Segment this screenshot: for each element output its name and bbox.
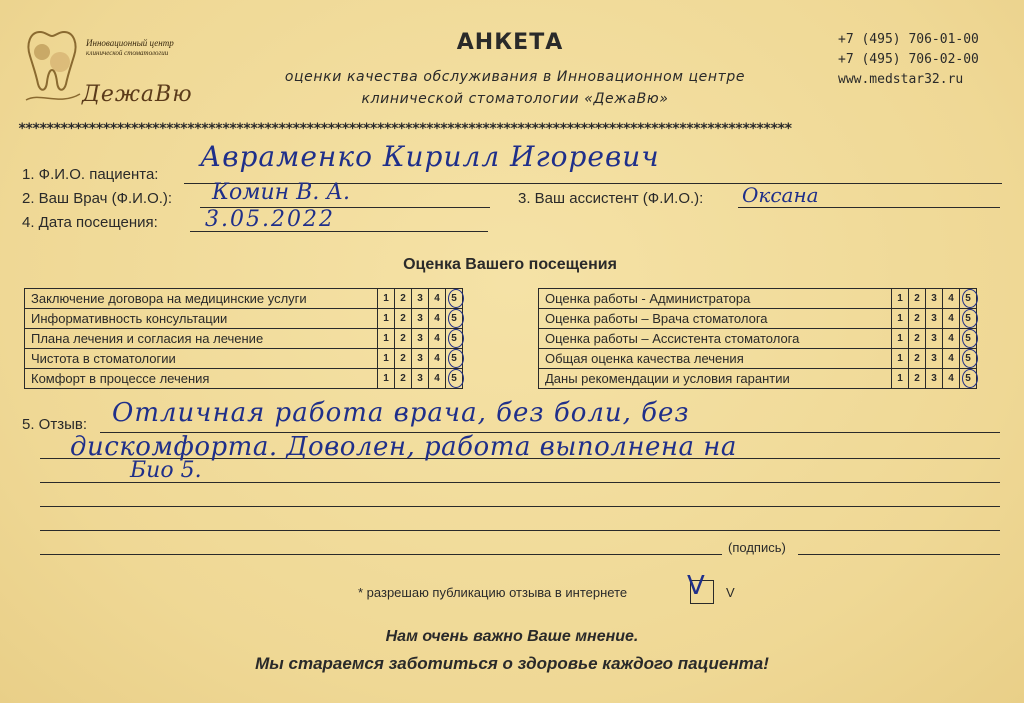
phone-2: +7 (495) 706-02-00 (838, 52, 979, 67)
rating-option-label: 4 (434, 353, 440, 364)
rating-option-2[interactable] (395, 289, 412, 309)
doctor-name-field[interactable]: Комин В. А. (212, 180, 350, 205)
rating-option-label: 3 (931, 333, 937, 344)
patient-name-field[interactable]: Авраменко Кирилл Игоревич (200, 140, 660, 173)
rating-option-1[interactable] (892, 369, 909, 389)
rating-option-4[interactable] (943, 369, 960, 389)
rating-option-1[interactable] (892, 289, 909, 309)
rating-option-1[interactable] (892, 329, 909, 349)
selected-circle-icon (962, 329, 978, 348)
rating-label: Оценка работы – Врача стоматолога (539, 309, 892, 329)
rating-option-label: 2 (914, 373, 920, 384)
clinic-logo (20, 22, 193, 114)
rating-option-5[interactable] (446, 369, 463, 389)
selected-circle-icon (448, 349, 464, 368)
rating-option-5[interactable] (446, 349, 463, 369)
rating-option-label: 4 (434, 373, 440, 384)
rating-option-label: 2 (914, 333, 920, 344)
rating-row (539, 309, 977, 329)
selected-circle-icon (448, 369, 464, 388)
review-underline-5 (40, 530, 1000, 531)
patient-label: 1. Ф.И.О. пациента: (22, 166, 159, 183)
rating-option-label: 5 (451, 333, 457, 344)
rating-option-label: 3 (417, 293, 423, 304)
rating-option-label: 2 (400, 373, 406, 384)
rating-option-1[interactable] (378, 349, 395, 369)
rating-option-3[interactable] (926, 369, 943, 389)
section-title: Оценка Вашего посещения (403, 256, 617, 273)
rating-option-3[interactable] (926, 329, 943, 349)
rating-label: Плана лечения и согласия на лечение (25, 329, 378, 349)
assistant-name-field[interactable]: Оксана (742, 183, 819, 207)
selected-circle-icon (962, 369, 978, 388)
rating-option-label: 3 (417, 353, 423, 364)
rating-option-5[interactable] (960, 329, 977, 349)
rating-row (539, 369, 977, 389)
website: www.medstar32.ru (838, 72, 964, 87)
rating-option-label: 5 (965, 313, 971, 324)
rating-option-label: 4 (434, 293, 440, 304)
logo-brand-name: ДежаВю (82, 82, 193, 107)
rating-option-2[interactable] (909, 329, 926, 349)
rating-option-label: 5 (965, 333, 971, 344)
selected-circle-icon (448, 329, 464, 348)
rating-option-label: 1 (897, 293, 903, 304)
publish-consent-v: V (726, 585, 735, 600)
star-separator: ************************************************************************************************************** (18, 121, 792, 137)
rating-option-label: 3 (417, 373, 423, 384)
ratings-table-right (538, 288, 977, 389)
phone-1: +7 (495) 706-01-00 (838, 32, 979, 47)
rating-option-label: 4 (948, 313, 954, 324)
rating-option-5[interactable] (446, 289, 463, 309)
review-text-line-1[interactable]: Отличная работа врача, без боли, без (112, 398, 690, 428)
rating-label: Комфорт в процессе лечения (25, 369, 378, 389)
rating-option-5[interactable] (960, 349, 977, 369)
rating-row (25, 289, 463, 309)
rating-option-label: 1 (897, 313, 903, 324)
rating-option-4[interactable] (943, 289, 960, 309)
rating-option-4[interactable] (429, 349, 446, 369)
form-title: АНКЕТА (456, 30, 564, 55)
rating-option-label: 3 (417, 333, 423, 344)
rating-option-1[interactable] (378, 329, 395, 349)
rating-option-label: 1 (383, 313, 389, 324)
rating-option-2[interactable] (909, 349, 926, 369)
form-subtitle (215, 66, 815, 110)
rating-option-label: 2 (914, 313, 920, 324)
rating-option-label: 2 (400, 293, 406, 304)
rating-option-2[interactable] (395, 369, 412, 389)
rating-option-1[interactable] (378, 309, 395, 329)
rating-option-4[interactable] (429, 309, 446, 329)
rating-option-3[interactable] (412, 309, 429, 329)
rating-option-2[interactable] (395, 329, 412, 349)
rating-row (25, 369, 463, 389)
logo-tagline-line1: Инновационный центр (86, 38, 174, 48)
rating-label: Информативность консультации (25, 309, 378, 329)
rating-option-label: 2 (400, 333, 406, 344)
rating-option-4[interactable] (943, 349, 960, 369)
rating-option-3[interactable] (412, 369, 429, 389)
rating-option-4[interactable] (943, 329, 960, 349)
rating-option-label: 1 (383, 373, 389, 384)
rating-option-4[interactable] (429, 289, 446, 309)
rating-option-1[interactable] (378, 369, 395, 389)
rating-option-3[interactable] (926, 349, 943, 369)
rating-option-label: 2 (914, 353, 920, 364)
rating-option-label: 2 (914, 293, 920, 304)
rating-option-label: 2 (400, 353, 406, 364)
rating-row (25, 349, 463, 369)
review-underline-4 (40, 506, 1000, 507)
rating-option-4[interactable] (943, 309, 960, 329)
logo-tagline (86, 38, 186, 58)
rating-option-label: 1 (897, 373, 903, 384)
review-text-line-2[interactable]: дискомфорта. Доволен, работа выполнена на (70, 432, 737, 462)
review-text-line-3[interactable]: Био 5. (130, 458, 202, 483)
rating-option-label: 1 (897, 333, 903, 344)
ratings-table-left (24, 288, 463, 389)
checkmark-icon: V (687, 571, 705, 601)
review-label: 5. Отзыв: (22, 416, 88, 433)
rating-option-label: 5 (451, 353, 457, 364)
assistant-label: 3. Ваш ассистент (Ф.И.О.): (518, 190, 704, 207)
motto-line-1: Нам очень важно Ваше мнение. (385, 628, 639, 645)
tooth-logo-icon (20, 22, 84, 114)
rating-option-5[interactable] (446, 309, 463, 329)
rating-row (539, 329, 977, 349)
rating-option-label: 5 (965, 373, 971, 384)
rating-label: Общая оценка качества лечения (539, 349, 892, 369)
rating-row (539, 289, 977, 309)
rating-option-label: 5 (451, 373, 457, 384)
rating-option-label: 5 (965, 293, 971, 304)
rating-option-label: 3 (417, 313, 423, 324)
rating-option-label: 4 (948, 333, 954, 344)
selected-circle-icon (448, 289, 464, 308)
rating-option-5[interactable] (960, 289, 977, 309)
selected-circle-icon (962, 349, 978, 368)
rating-option-label: 1 (383, 333, 389, 344)
subtitle-line-2: клинической стоматологии «ДежаВю» (361, 91, 669, 107)
rating-option-2[interactable] (909, 309, 926, 329)
rating-option-label: 3 (931, 353, 937, 364)
rating-row (25, 329, 463, 349)
rating-option-label: 4 (434, 333, 440, 344)
rating-option-label: 4 (434, 313, 440, 324)
rating-row (25, 309, 463, 329)
rating-option-5[interactable] (960, 369, 977, 389)
doctor-label: 2. Ваш Врач (Ф.И.О.): (22, 190, 173, 207)
signature-label: (подпись) (728, 540, 786, 555)
rating-option-2[interactable] (395, 349, 412, 369)
rating-option-2[interactable] (909, 369, 926, 389)
rating-option-4[interactable] (429, 329, 446, 349)
rating-option-3[interactable] (412, 289, 429, 309)
subtitle-line-1: оценки качества обслуживания в Инновационном центре (284, 69, 746, 85)
visit-date-field[interactable]: 3.05.2022 (205, 207, 335, 232)
motto-line-2: Мы стараемся заботиться о здоровье каждого пациента! (255, 654, 769, 673)
rating-option-label: 1 (383, 293, 389, 304)
rating-option-5[interactable] (446, 329, 463, 349)
rating-option-2[interactable] (395, 309, 412, 329)
selected-circle-icon (448, 309, 464, 328)
rating-row (539, 349, 977, 369)
selected-circle-icon (962, 289, 978, 308)
selected-circle-icon (962, 309, 978, 328)
rating-option-label: 2 (400, 313, 406, 324)
rating-option-1[interactable] (892, 309, 909, 329)
rating-option-label: 3 (931, 293, 937, 304)
logo-tagline-line2: клинической стоматологии (86, 49, 169, 57)
rating-option-2[interactable] (909, 289, 926, 309)
contact-block (838, 30, 1013, 90)
rating-option-3[interactable] (926, 309, 943, 329)
review-underline-6 (40, 554, 722, 555)
rating-option-3[interactable] (926, 289, 943, 309)
rating-option-label: 5 (451, 293, 457, 304)
rating-label: Чистота в стоматологии (25, 349, 378, 369)
rating-label: Даны рекомендации и условия гарантии (539, 369, 892, 389)
rating-label: Заключение договора на медицинские услуги (25, 289, 378, 309)
rating-option-label: 3 (931, 373, 937, 384)
rating-option-label: 5 (965, 353, 971, 364)
rating-label: Оценка работы – Ассистента стоматолога (539, 329, 892, 349)
rating-option-label: 3 (931, 313, 937, 324)
rating-option-label: 4 (948, 293, 954, 304)
rating-option-label: 1 (897, 353, 903, 364)
rating-option-label: 5 (451, 313, 457, 324)
signature-underline[interactable] (798, 554, 1000, 555)
rating-option-label: 4 (948, 373, 954, 384)
assistant-underline (738, 207, 1000, 208)
rating-option-3[interactable] (412, 329, 429, 349)
rating-option-1[interactable] (378, 289, 395, 309)
rating-option-5[interactable] (960, 309, 977, 329)
rating-option-1[interactable] (892, 349, 909, 369)
rating-option-label: 4 (948, 353, 954, 364)
date-label: 4. Дата посещения: (22, 214, 158, 231)
rating-label: Оценка работы - Администратора (539, 289, 892, 309)
rating-option-label: 1 (383, 353, 389, 364)
publish-consent-text: * разрешаю публикацию отзыва в интернете (358, 585, 628, 600)
rating-option-3[interactable] (412, 349, 429, 369)
rating-option-4[interactable] (429, 369, 446, 389)
